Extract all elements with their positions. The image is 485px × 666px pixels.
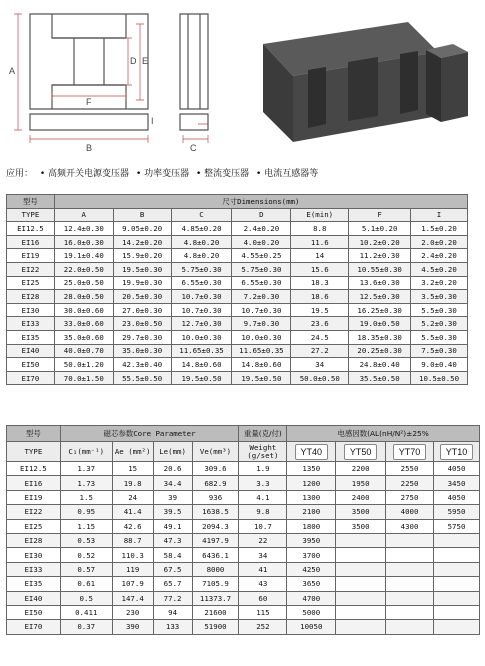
- dimension-cell: 42.3±0.40: [113, 358, 171, 372]
- inductance-cell: [434, 577, 480, 591]
- weight-cell: 22: [239, 533, 287, 547]
- dimension-cell: 14.8±0.60: [232, 358, 291, 372]
- inductance-cell: 4700: [287, 591, 336, 605]
- weight-cell: 34: [239, 548, 287, 562]
- type-cell: EI16: [7, 235, 55, 249]
- c1-cell: 1.5: [60, 490, 112, 504]
- dimension-cell: 55.5±0.50: [113, 371, 171, 385]
- weight-subheader: Weight (g/set): [239, 442, 287, 462]
- le-cell: 77.2: [153, 591, 192, 605]
- dimension-cell: 19.5±0.50: [232, 371, 291, 385]
- type-label: TYPE: [7, 442, 61, 462]
- parameter-row: [7, 519, 480, 533]
- le-cell: 39.5: [153, 505, 192, 519]
- c1-cell: 0.61: [60, 577, 112, 591]
- dimension-cell: 14.2±0.20: [113, 235, 171, 249]
- weight-cell: 1.9: [239, 462, 287, 476]
- dimension-cell: 34: [291, 358, 349, 372]
- core-column-header: C₁(mm⁻¹): [60, 442, 112, 462]
- dimension-lines: [14, 14, 208, 143]
- dimension-cell: 10.2±0.20: [349, 235, 411, 249]
- le-cell: 94: [153, 605, 192, 619]
- type-cell: EI70: [7, 620, 61, 634]
- model-label: 型号: [7, 426, 61, 442]
- dimension-cell: 5.2±0.30: [411, 317, 468, 331]
- column-header: C: [171, 208, 232, 222]
- weight-cell: 60: [239, 591, 287, 605]
- dimensions-group-header: 尺寸Dimensions(mm): [54, 195, 467, 209]
- dimension-cell: 23.6: [291, 317, 349, 331]
- weight-header: 重量(克/付): [239, 426, 287, 442]
- inductance-cell: 1300: [287, 490, 336, 504]
- inductance-cell: 2550: [386, 462, 434, 476]
- dim-label-i: I: [151, 116, 154, 126]
- type-cell: EI50: [7, 358, 55, 372]
- front-view-drawing: [30, 14, 148, 130]
- dimension-cell: 16.25±0.30: [349, 303, 411, 317]
- dimension-cell: 3.2±0.20: [411, 276, 468, 290]
- inductance-cell: [336, 591, 386, 605]
- inductance-cell: 5750: [434, 519, 480, 533]
- dimension-cell: 24.5: [291, 330, 349, 344]
- dimension-cell: 25.0±0.50: [54, 276, 113, 290]
- inductance-cell: 2400: [336, 490, 386, 504]
- type-cell: EI28: [7, 533, 61, 547]
- dimension-cell: 35.0±0.60: [54, 330, 113, 344]
- column-header: B: [113, 208, 171, 222]
- dimension-cell: 11.6: [291, 235, 349, 249]
- inductance-cell: 3950: [287, 533, 336, 547]
- dimension-cell: 15.6: [291, 262, 349, 276]
- dim-label-b: B: [86, 143, 93, 153]
- c1-cell: 0.37: [60, 620, 112, 634]
- side-view-drawing: [180, 14, 208, 130]
- c1-cell: 1.73: [60, 476, 112, 490]
- dimension-cell: 11.65±0.35: [171, 344, 232, 358]
- grade-label: YT70: [393, 444, 427, 460]
- c1-cell: 1.37: [60, 462, 112, 476]
- ae-cell: 390: [112, 620, 153, 634]
- dimension-cell: 3.5±0.30: [411, 290, 468, 304]
- dimension-cell: 2.4±0.20: [232, 222, 291, 236]
- ve-cell: 936: [192, 490, 239, 504]
- dimension-cell: 11.2±0.30: [349, 249, 411, 263]
- type-cell: EI12.5: [7, 462, 61, 476]
- dimension-cell: 7.5±0.30: [411, 344, 468, 358]
- inductance-cell: [336, 577, 386, 591]
- ve-cell: 682.9: [192, 476, 239, 490]
- core-photo: [263, 22, 468, 142]
- ae-cell: 147.4: [112, 591, 153, 605]
- dimension-cell: 19.0±0.50: [349, 317, 411, 331]
- applications-label: 应用：: [6, 169, 34, 179]
- dimension-cell: 12.5±0.30: [349, 290, 411, 304]
- type-cell: EI25: [7, 276, 55, 290]
- weight-cell: 43: [239, 577, 287, 591]
- dimension-cell: 24.8±0.40: [349, 358, 411, 372]
- dimension-cell: 5.5±0.30: [411, 330, 468, 344]
- weight-cell: 9.8: [239, 505, 287, 519]
- dimension-cell: 35.0±0.30: [113, 344, 171, 358]
- dimension-cell: 19.5±0.50: [171, 371, 232, 385]
- core-column-header: Ae (mm²): [112, 442, 153, 462]
- inductance-cell: [386, 562, 434, 576]
- ve-cell: 21600: [192, 605, 239, 619]
- le-cell: 49.1: [153, 519, 192, 533]
- type-cell: EI40: [7, 344, 55, 358]
- type-cell: EI30: [7, 303, 55, 317]
- type-cell: EI28: [7, 290, 55, 304]
- dimension-row: [7, 222, 468, 236]
- inductance-cell: [386, 620, 434, 634]
- c1-cell: 0.95: [60, 505, 112, 519]
- dimensions-table: [6, 194, 468, 385]
- dimension-cell: 6.55±0.30: [232, 276, 291, 290]
- parameter-row: [7, 490, 480, 504]
- c1-cell: 0.53: [60, 533, 112, 547]
- dimension-cell: 35.5±0.50: [349, 371, 411, 385]
- type-cell: EI35: [7, 577, 61, 591]
- inductance-cell: [386, 605, 434, 619]
- ve-cell: 11373.7: [192, 591, 239, 605]
- dimension-cell: 4.85±0.20: [171, 222, 232, 236]
- parameter-row: [7, 562, 480, 576]
- dimension-cell: 9.7±0.30: [232, 317, 291, 331]
- dimension-cell: 6.55±0.30: [171, 276, 232, 290]
- dimension-row: [7, 303, 468, 317]
- inductance-cell: [434, 605, 480, 619]
- inductance-cell: 2200: [336, 462, 386, 476]
- inductance-header: 电感因数(AL(nH/N²)±25%: [287, 426, 480, 442]
- type-cell: EI70: [7, 371, 55, 385]
- dimension-cell: 10.55±0.30: [349, 262, 411, 276]
- dimension-cell: 4.55±0.25: [232, 249, 291, 263]
- c1-cell: 1.15: [60, 519, 112, 533]
- type-cell: EI40: [7, 591, 61, 605]
- dimension-cell: 19.5: [291, 303, 349, 317]
- c1-cell: 0.52: [60, 548, 112, 562]
- dimension-cell: 10.7±0.30: [232, 303, 291, 317]
- le-cell: 65.7: [153, 577, 192, 591]
- inductance-cell: 4250: [287, 562, 336, 576]
- dimension-row: [7, 344, 468, 358]
- dimension-cell: 50.0±0.50: [291, 371, 349, 385]
- application-item: • 功率变压器: [135, 169, 190, 179]
- dimension-cell: 22.0±0.50: [54, 262, 113, 276]
- inductance-cell: 5950: [434, 505, 480, 519]
- ae-cell: 19.8: [112, 476, 153, 490]
- dim-label-f: F: [86, 97, 92, 107]
- inductance-cell: 1200: [287, 476, 336, 490]
- dimension-cell: 33.0±0.60: [54, 317, 113, 331]
- dimension-row: [7, 235, 468, 249]
- dimension-cell: 4.5±0.20: [411, 262, 468, 276]
- inductance-cell: 1950: [336, 476, 386, 490]
- dimension-cell: 27.0±0.30: [113, 303, 171, 317]
- ae-cell: 110.3: [112, 548, 153, 562]
- core-column-header: Ve(mm³): [192, 442, 239, 462]
- dimension-cell: 13.6±0.30: [349, 276, 411, 290]
- weight-cell: 10.7: [239, 519, 287, 533]
- ae-cell: 42.6: [112, 519, 153, 533]
- inductance-cell: [434, 562, 480, 576]
- inductance-cell: 2750: [386, 490, 434, 504]
- c1-cell: 0.411: [60, 605, 112, 619]
- ve-cell: 7105.9: [192, 577, 239, 591]
- applications-line: [6, 166, 480, 179]
- type-cell: EI16: [7, 476, 61, 490]
- dim-label-e: E: [142, 56, 149, 66]
- inductance-cell: 3500: [336, 505, 386, 519]
- inductance-cell: [434, 548, 480, 562]
- inductance-cell: [434, 591, 480, 605]
- dimension-cell: 16.0±0.30: [54, 235, 113, 249]
- inductance-cell: [336, 605, 386, 619]
- dimension-cell: 10.0±0.30: [171, 330, 232, 344]
- le-cell: 58.4: [153, 548, 192, 562]
- inductance-cell: 2100: [287, 505, 336, 519]
- type-cell: EI12.5: [7, 222, 55, 236]
- weight-cell: 41: [239, 562, 287, 576]
- dimension-row: [7, 276, 468, 290]
- dimension-cell: 12.7±0.30: [171, 317, 232, 331]
- ve-cell: 2094.3: [192, 519, 239, 533]
- dimension-cell: 4.8±0.20: [171, 249, 232, 263]
- dimension-row: [7, 249, 468, 263]
- weight-cell: 252: [239, 620, 287, 634]
- parameter-row: [7, 548, 480, 562]
- inductance-cell: [336, 548, 386, 562]
- core-parameter-header: 磁芯参数Core Parameter: [60, 426, 239, 442]
- dimension-cell: 15.9±0.20: [113, 249, 171, 263]
- dimension-cell: 10.0±0.30: [232, 330, 291, 344]
- type-cell: EI22: [7, 262, 55, 276]
- dimension-cell: 11.65±0.35: [232, 344, 291, 358]
- dimension-cell: 10.5±0.50: [411, 371, 468, 385]
- dimension-cell: 14.8±0.60: [171, 358, 232, 372]
- dimension-cell: 50.0±1.20: [54, 358, 113, 372]
- dimension-cell: 5.75±0.30: [232, 262, 291, 276]
- inductance-cell: 1800: [287, 519, 336, 533]
- parameter-row: [7, 476, 480, 490]
- weight-cell: 115: [239, 605, 287, 619]
- dimension-cell: 18.35±0.30: [349, 330, 411, 344]
- dimension-cell: 20.25±0.30: [349, 344, 411, 358]
- type-cell: EI19: [7, 249, 55, 263]
- dimension-cell: 28.0±0.50: [54, 290, 113, 304]
- ae-cell: 15: [112, 462, 153, 476]
- dimension-cell: 4.8±0.20: [171, 235, 232, 249]
- core-drawing: [8, 4, 478, 154]
- ae-cell: 88.7: [112, 533, 153, 547]
- dimension-cell: 2.4±0.20: [411, 249, 468, 263]
- ae-cell: 230: [112, 605, 153, 619]
- model-label: 型号: [7, 195, 55, 209]
- application-item: • 整流变压器: [195, 169, 250, 179]
- le-cell: 20.6: [153, 462, 192, 476]
- type-cell: EI30: [7, 548, 61, 562]
- inductance-cell: [386, 591, 434, 605]
- dimension-cell: 5.75±0.30: [171, 262, 232, 276]
- dimension-cell: 23.0±0.50: [113, 317, 171, 331]
- inductance-cell: 10050: [287, 620, 336, 634]
- ve-cell: 51900: [192, 620, 239, 634]
- weight-cell: 4.1: [239, 490, 287, 504]
- inductance-cell: 3650: [287, 577, 336, 591]
- inductance-cell: 5000: [287, 605, 336, 619]
- dimension-cell: 5.5±0.30: [411, 303, 468, 317]
- inductance-cell: 4300: [386, 519, 434, 533]
- dimension-cell: 19.5±0.30: [113, 262, 171, 276]
- parameter-row: [7, 620, 480, 634]
- parameter-row: [7, 462, 480, 476]
- inductance-cell: [336, 562, 386, 576]
- dimension-cell: 70.0±1.50: [54, 371, 113, 385]
- column-header: F: [349, 208, 411, 222]
- le-cell: 133: [153, 620, 192, 634]
- parameter-row: [7, 591, 480, 605]
- grade-label: YT10: [440, 444, 474, 460]
- type-label: TYPE: [7, 208, 55, 222]
- ve-cell: 6436.1: [192, 548, 239, 562]
- ae-cell: 41.4: [112, 505, 153, 519]
- ae-cell: 119: [112, 562, 153, 576]
- dim-label-a: A: [9, 66, 16, 76]
- inductance-cell: 4000: [386, 505, 434, 519]
- type-cell: EI35: [7, 330, 55, 344]
- dimension-cell: 7.2±0.30: [232, 290, 291, 304]
- dimension-cell: 10.7±0.30: [171, 303, 232, 317]
- ae-cell: 107.9: [112, 577, 153, 591]
- inductance-cell: 3450: [434, 476, 480, 490]
- grade-label: YT50: [344, 444, 378, 460]
- parameter-row: [7, 605, 480, 619]
- type-cell: EI33: [7, 317, 55, 331]
- dimension-cell: 18.6: [291, 290, 349, 304]
- ve-cell: 1638.5: [192, 505, 239, 519]
- dimension-cell: 19.1±0.40: [54, 249, 113, 263]
- dimension-row: [7, 262, 468, 276]
- dimension-row: [7, 371, 468, 385]
- core-column-header: Le(mm): [153, 442, 192, 462]
- c1-cell: 0.5: [60, 591, 112, 605]
- dimension-cell: 5.1±0.20: [349, 222, 411, 236]
- type-cell: EI22: [7, 505, 61, 519]
- application-item: • 高频开关电源变压器: [39, 169, 130, 179]
- type-cell: EI19: [7, 490, 61, 504]
- inductance-cell: 4050: [434, 490, 480, 504]
- dimension-cell: 29.7±0.30: [113, 330, 171, 344]
- le-cell: 67.5: [153, 562, 192, 576]
- le-cell: 47.3: [153, 533, 192, 547]
- ve-cell: 4197.9: [192, 533, 239, 547]
- dimension-cell: 4.0±0.20: [232, 235, 291, 249]
- grade-label: YT40: [295, 444, 329, 460]
- ve-cell: 8000: [192, 562, 239, 576]
- parameter-row: [7, 533, 480, 547]
- le-cell: 39: [153, 490, 192, 504]
- dimension-row: [7, 358, 468, 372]
- le-cell: 34.4: [153, 476, 192, 490]
- core-parameters-table: [6, 425, 480, 635]
- parameter-row: [7, 577, 480, 591]
- column-header: I: [411, 208, 468, 222]
- column-header: D: [232, 208, 291, 222]
- dimension-cell: 19.9±0.30: [113, 276, 171, 290]
- inductance-cell: [336, 620, 386, 634]
- ve-cell: 309.6: [192, 462, 239, 476]
- column-header: E(min): [291, 208, 349, 222]
- dimension-cell: 10.7±0.30: [171, 290, 232, 304]
- dimension-cell: 18.3: [291, 276, 349, 290]
- dimension-cell: 8.8: [291, 222, 349, 236]
- inductance-cell: [386, 548, 434, 562]
- inductance-cell: [434, 533, 480, 547]
- dimension-cell: 30.0±0.60: [54, 303, 113, 317]
- inductance-cell: 2250: [386, 476, 434, 490]
- dimension-cell: 14: [291, 249, 349, 263]
- dimension-cell: 27.2: [291, 344, 349, 358]
- inductance-cell: 3700: [287, 548, 336, 562]
- type-cell: EI33: [7, 562, 61, 576]
- dimension-cell: 20.5±0.30: [113, 290, 171, 304]
- inductance-cell: [386, 577, 434, 591]
- dim-label-c: C: [190, 143, 197, 153]
- parameter-row: [7, 505, 480, 519]
- dimension-cell: 9.0±0.40: [411, 358, 468, 372]
- inductance-cell: 4050: [434, 462, 480, 476]
- dimension-cell: 40.0±0.70: [54, 344, 113, 358]
- column-header: A: [54, 208, 113, 222]
- type-cell: EI25: [7, 519, 61, 533]
- dimension-row: [7, 317, 468, 331]
- weight-cell: 3.3: [239, 476, 287, 490]
- dimension-cell: 1.5±0.20: [411, 222, 468, 236]
- c1-cell: 0.57: [60, 562, 112, 576]
- ae-cell: 24: [112, 490, 153, 504]
- dim-label-d: D: [130, 56, 137, 66]
- dimension-cell: 9.05±0.20: [113, 222, 171, 236]
- dimension-row: [7, 290, 468, 304]
- inductance-cell: [386, 533, 434, 547]
- application-item: • 电流互感器等: [256, 169, 319, 179]
- inductance-cell: [434, 620, 480, 634]
- dimension-cell: 2.0±0.20: [411, 235, 468, 249]
- type-cell: EI50: [7, 605, 61, 619]
- inductance-cell: 1350: [287, 462, 336, 476]
- dimension-cell: 12.4±0.30: [54, 222, 113, 236]
- inductance-cell: 3500: [336, 519, 386, 533]
- dimension-row: [7, 330, 468, 344]
- inductance-cell: [336, 533, 386, 547]
